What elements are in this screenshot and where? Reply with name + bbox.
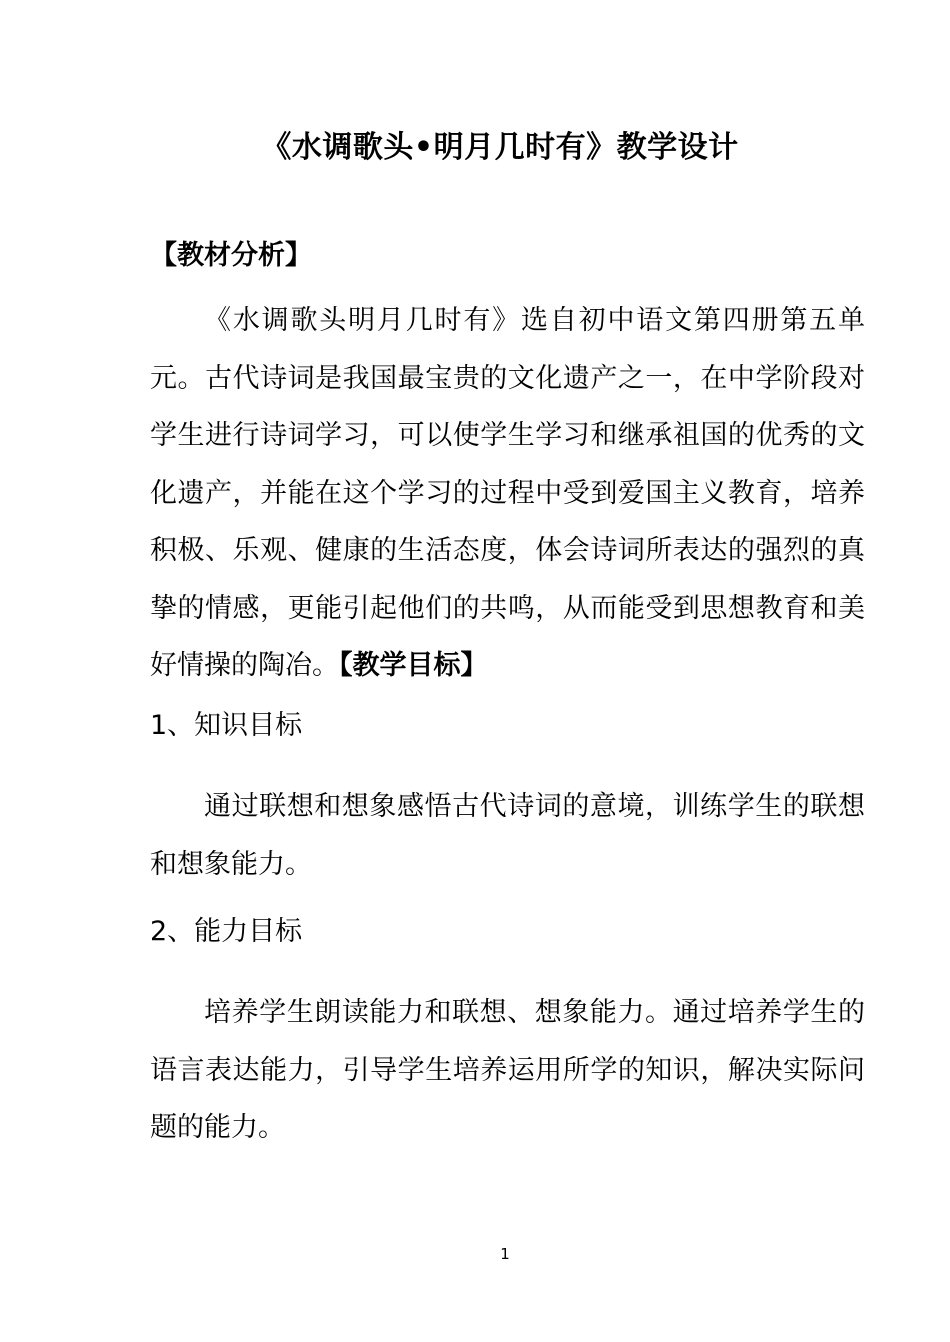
page-number: 1 bbox=[500, 1245, 510, 1263]
section-heading-analysis: 【教材分析】 bbox=[150, 240, 312, 271]
objective-body-knowledge: 通过联想和想象感悟古代诗词的意境，训练学生的联想和想象能力。 bbox=[150, 791, 865, 880]
objective-body-ability: 培养学生朗读能力和联想、想象能力。通过培养学生的语言表达能力，引导学生培养运用所学的知识，解决实际问题的能力。 bbox=[150, 997, 865, 1143]
section-heading-objectives: 【教学目标】 bbox=[339, 650, 488, 681]
analysis-paragraph bbox=[150, 292, 865, 695]
analysis-body-text: 《水调歌头明月几时有》选自初中语文第四册第五单元。古代诗词是我国最宝贵的文化遗产之一，在中学阶段对学生进行诗词学习，可以使学生学习和继承祖国的优秀的文化遗产，并能在这个学习的过程中受到爱国主义教育，培养积极、乐观、健康的生活态度，体会诗词所表达的强烈的真挚的情感，更能引起他们的共鸣，从而能受到思想教育和美好情操的陶冶。 bbox=[150, 305, 865, 681]
objective-label-ability: 2、能力目标 bbox=[150, 916, 303, 947]
document-title: 《水调歌头•明月几时有》教学设计 bbox=[261, 130, 739, 165]
objective-label-knowledge: 1、知识目标 bbox=[150, 710, 303, 741]
